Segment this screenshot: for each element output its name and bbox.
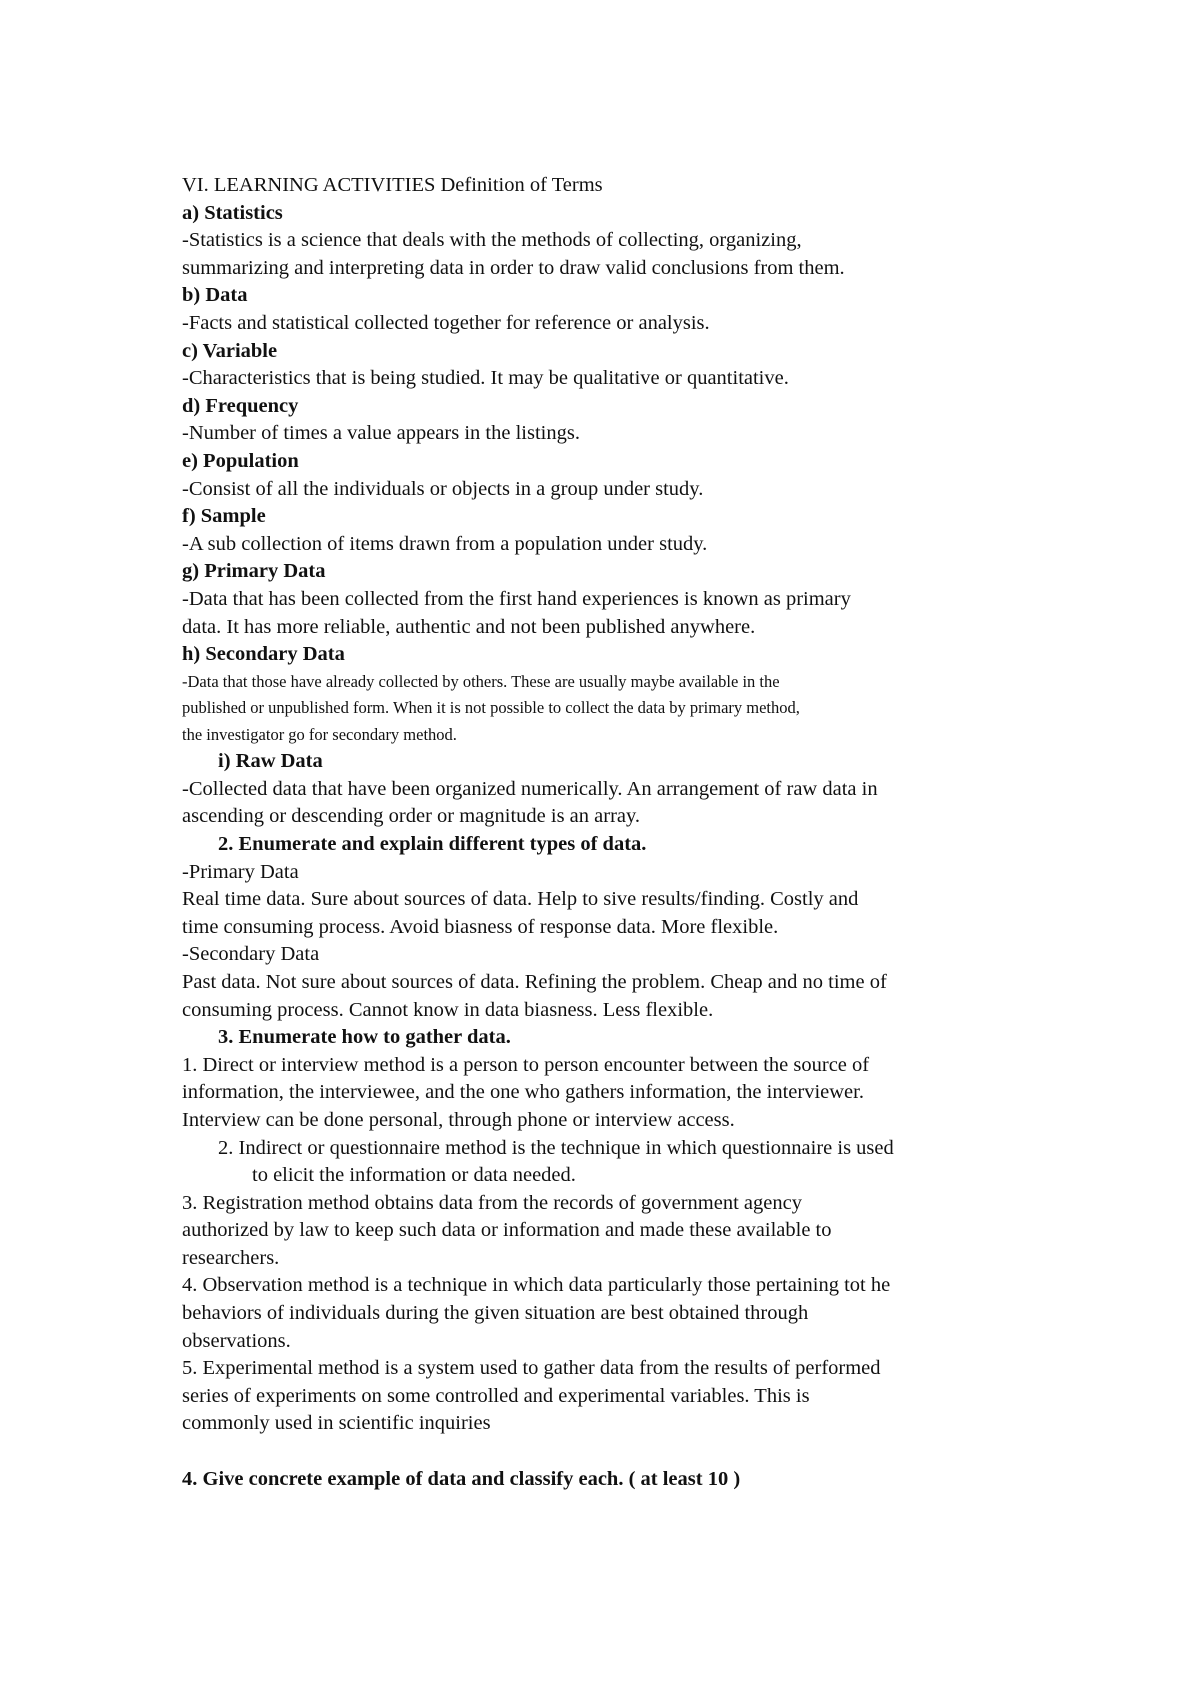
term-definition-line: -Facts and statistical collected together for reference or analysis. — [182, 311, 710, 334]
gather-method-item: Interview can be done personal, through phone or interview access. — [182, 1108, 735, 1131]
term-definition-line: ascending or descending order or magnitude is an array. — [182, 805, 641, 828]
term-definition-line: published or unpublished form. When it is not possible to collect the data by primary method, — [182, 698, 800, 718]
term-title-variable: c) Variable — [182, 339, 278, 362]
gather-method-item: behaviors of individuals during the given situation are best obtained through — [182, 1302, 809, 1325]
gather-method-item: 3. Registration method obtains data from the records of government agency — [182, 1191, 802, 1214]
gather-method-item: commonly used in scientific inquiries — [182, 1412, 491, 1435]
secondary-data-label: -Secondary Data — [182, 943, 320, 966]
gather-method-item: information, the interviewee, and the one who gathers information, the interviewer. — [182, 1081, 864, 1104]
term-definition-line: data. It has more reliable, authentic and not been published anywhere. — [182, 615, 756, 638]
primary-data-text: time consuming process. Avoid biasness of response data. More flexible. — [182, 915, 779, 938]
secondary-data-text: consuming process. Cannot know in data biasness. Less flexible. — [182, 998, 714, 1021]
spacer — [182, 1438, 1062, 1466]
term-title-population: e) Population — [182, 449, 299, 472]
term-definition-line: -A sub collection of items drawn from a population under study. — [182, 532, 708, 555]
term-definition-line: -Data that has been collected from the first hand experiences is known as primary — [182, 587, 851, 610]
term-title-statistics: a) Statistics — [182, 201, 283, 224]
gather-method-item: series of experiments on some controlled and experimental variables. This is — [182, 1384, 810, 1407]
primary-data-text: Real time data. Sure about sources of data. Help to sive results/finding. Costly and — [182, 888, 859, 911]
term-title-frequency: d) Frequency — [182, 394, 299, 417]
gather-method-item: authorized by law to keep such data or information and made these available to — [182, 1219, 832, 1242]
secondary-data-text: Past data. Not sure about sources of data. Refining the problem. Cheap and no time of — [182, 970, 887, 993]
question-4-title: 4. Give concrete example of data and classify each. ( at least 10 ) — [182, 1468, 741, 1491]
term-definition-line: -Data that those have already collected by others. These are usually maybe available in the — [182, 671, 780, 691]
term-definition-line: -Number of times a value appears in the listings. — [182, 422, 580, 445]
term-title-sample: f) Sample — [182, 505, 266, 528]
question-3-title: 3. Enumerate how to gather data. — [218, 1026, 511, 1049]
term-definition-line: the investigator go for secondary method. — [182, 724, 457, 744]
gather-method-item: 1. Direct or interview method is a person to person encounter between the source of — [182, 1053, 870, 1076]
term-definition-line: -Consist of all the individuals or objects in a group under study. — [182, 477, 704, 500]
term-definition-line: -Statistics is a science that deals with the methods of collecting, organizing, — [182, 229, 802, 252]
term-title-secondary-data: h) Secondary Data — [182, 643, 345, 666]
gather-method-item: 5. Experimental method is a system used to gather data from the results of performed — [182, 1357, 881, 1380]
gather-method-item: 2. Indirect or questionnaire method is the technique in which questionnaire is used — [218, 1136, 894, 1159]
term-definition-line: -Characteristics that is being studied. It may be qualitative or quantitative. — [182, 367, 789, 390]
primary-data-label: -Primary Data — [182, 860, 299, 883]
term-definition-line: -Collected data that have been organized numerically. An arrangement of raw data in — [182, 777, 878, 800]
gather-method-item: 4. Observation method is a technique in which data particularly those pertaining tot he — [182, 1274, 891, 1297]
gather-method-item: to elicit the information or data needed. — [252, 1164, 576, 1187]
term-title-raw-data: i) Raw Data — [218, 750, 323, 773]
section-heading: VI. LEARNING ACTIVITIES Definition of Terms — [182, 174, 603, 196]
term-title-data: b) Data — [182, 284, 248, 307]
term-title-primary-data: g) Primary Data — [182, 560, 326, 583]
gather-method-item: researchers. — [182, 1246, 280, 1269]
gather-method-item: observations. — [182, 1329, 291, 1352]
term-definition-line: summarizing and interpreting data in order to draw valid conclusions from them. — [182, 256, 845, 279]
question-2-title: 2. Enumerate and explain different types of data. — [218, 832, 647, 855]
document-page — [182, 172, 1062, 1494]
